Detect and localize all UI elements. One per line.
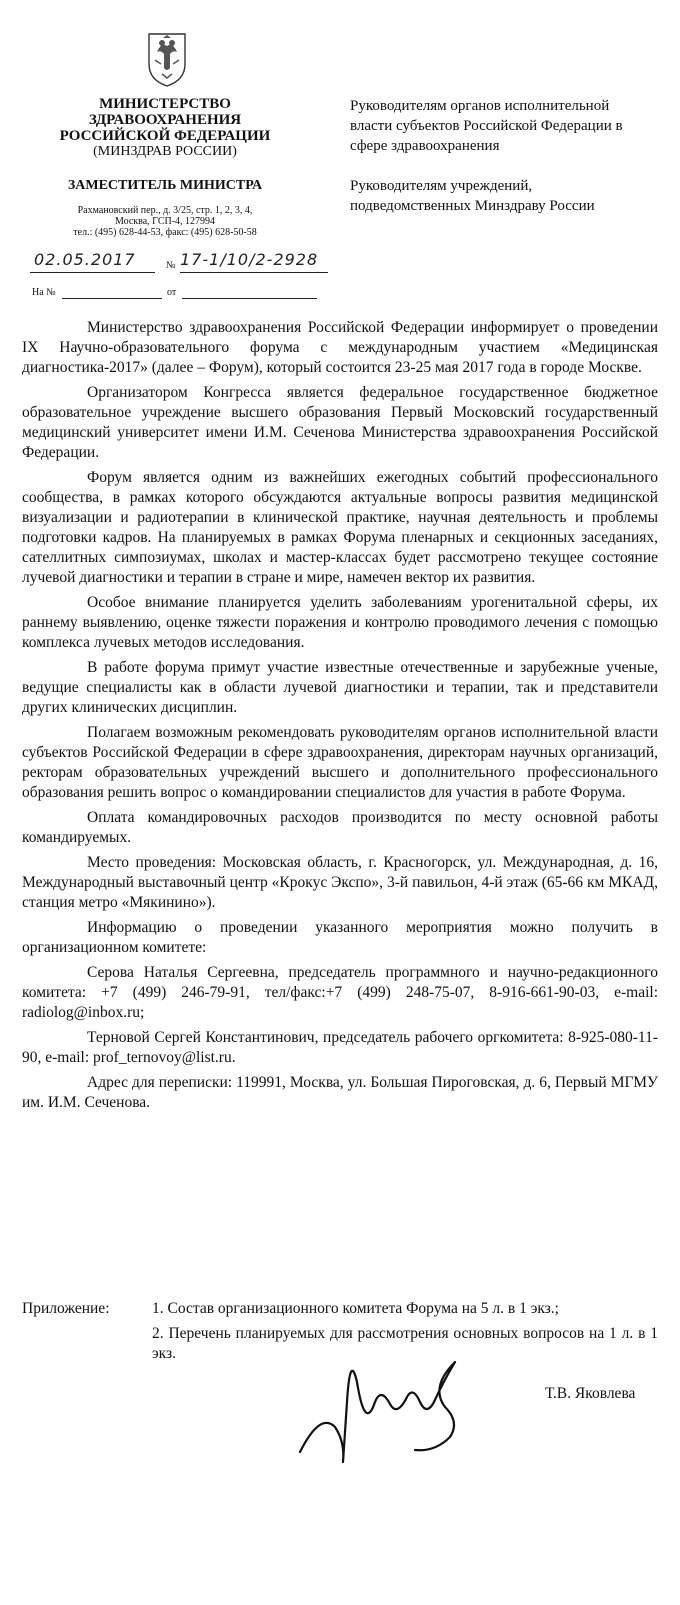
paragraph: Оплата командировочных расходов производится по месту основной работы командируемых. [22,809,658,846]
address-line-2: Москва, ГСП-4, 127994 [114,216,216,227]
date-underline [30,272,155,273]
recipient-2: Руководителям учреждений, подведомственных Минздраву России [350,178,595,214]
ministry-line-1: МИНИСТЕРСТВО [99,96,231,112]
ref-label: На № [32,287,56,298]
paragraph: Полагаем возможным рекомендовать руководителям органов исполнительной власти субъектов Российской Федерации в сфере здравоохранения, директорам научных организаций, ректорам образовательных учреждений высшего и дополнительного профессионального образования решить вопрос о командировании специалистов для участия в работе Форума. [22,724,658,801]
reference-line [32,287,317,301]
paragraph: Форум является одним из важнейших ежегодных событий профессионального сообщества, в рамках которого обсуждаются актуальные вопросы развития медицинской визуализации и радиотерапии в клинической практике, научная деятельность и проблемы подготовки кадров. На планируемых в рамках Форума пленарных и секционных заседаниях, сателлитных симпозиумах, школах и мастер-классах будет рассмотрено текущее состояние лучевой диагностики и терапии в стране и мире, намечен вектор их развития. [22,469,658,586]
paragraph: Терновой Сергей Константинович, председатель рабочего оргкомитета: 8-925-080-11-90, e-mail: prof_ternovoy@list.ru. [22,1029,658,1066]
ministry-short-name: (МИНЗДРАВ РОССИИ) [93,144,237,159]
ministry-line-3: РОССИЙСКОЙ ФЕДЕРАЦИИ [59,128,271,144]
address-line-3: тел.: (495) 628-44-53, факс: (495) 628-50-58 [73,227,257,238]
paragraph: Особое внимание планируется уделить заболеваниям урогенитальной сферы, их раннему выявлению, оценке тяжести поражения и контролю проводимого лечения с помощью комплекса лучевых методов исследования. [22,594,658,651]
letter-body [22,318,658,1113]
ref-date-line [182,298,317,299]
appendix-label: Приложение: [22,1300,110,1317]
signatory-name: Т.В. Яковлева [545,1385,636,1402]
ministry-line-2: ЗДРАВООХРАНЕНИЯ [88,112,242,128]
paragraph: Информацию о проведении указанного мероприятия можно получить в организационном комитете: [22,919,658,956]
address-line-1: Рахмановский пер., д. 3/25, стр. 1, 2, 3, 4, [77,205,253,216]
ref-from-label: от [167,287,177,298]
ministry-address [40,205,290,238]
paragraph: В работе форума примут участие известные отечественные и зарубежные ученые, ведущие специалисты как в области лучевой диагностики и терапии, так и представители других клинических дисциплин. [22,659,658,716]
position-title: ЗАМЕСТИТЕЛЬ МИНИСТРА [67,178,263,193]
recipient-1: Руководителям органов исполнительной власти субъектов Российской Федерации в сфере здравоохранения [350,98,623,154]
paragraph: Организатором Конгресса является федеральное государственное бюджетное образовательное учреждение высшего образования Первый Московский государственный медицинский университет имени И.М. Сеченова Министерства здравоохранения Российской Федерации. [22,384,658,461]
letter-number: 17-1/10/2-2928 [180,250,319,269]
paragraph: Министерство здравоохранения Российской Федерации информирует о проведении IX Научно-образовательного форума с международным участием «Медицинская диагностика-2017» (далее – Форум), который состоится 23-25 мая 2017 года в городе Москве. [22,319,658,376]
letter-date-number [30,250,330,274]
ref-number-line [62,298,162,299]
paragraph: Адрес для переписки: 119991, Москва, ул. Большая Пироговская, д. 6, Первый МГМУ им. И.М. Сеченова. [22,1074,658,1111]
letter-date: 02.05.2017 [34,250,136,269]
appendix-item: 1. Состав организационного комитета Форума на 5 л. в 1 экз.; [152,1300,559,1317]
handwritten-signature [295,1342,495,1492]
coat-of-arms-emblem [143,30,191,88]
appendix-item: 2. Перечень планируемых для рассмотрения основных вопросов на 1 л. в 1 экз. [152,1325,658,1362]
number-underline [180,272,328,273]
paragraph: Серова Наталья Сергеевна, председатель программного и научно-редакционного комитета: +7 (499) 246-79-91, тел/факс:+7 (499) 248-75-07, 8-916-661-90-03, e-mail: radiolog@inbox.ru; [22,964,658,1021]
ministry-name [40,96,290,160]
paragraph: Место проведения: Московская область, г. Красногорск, ул. Международная, д. 16, Международный выставочный центр «Крокус Экспо», 3-й павильон, 4-й этаж (65-66 км МКАД, станция метро «Мякинино»). [22,854,658,911]
number-sign: № [166,260,176,271]
